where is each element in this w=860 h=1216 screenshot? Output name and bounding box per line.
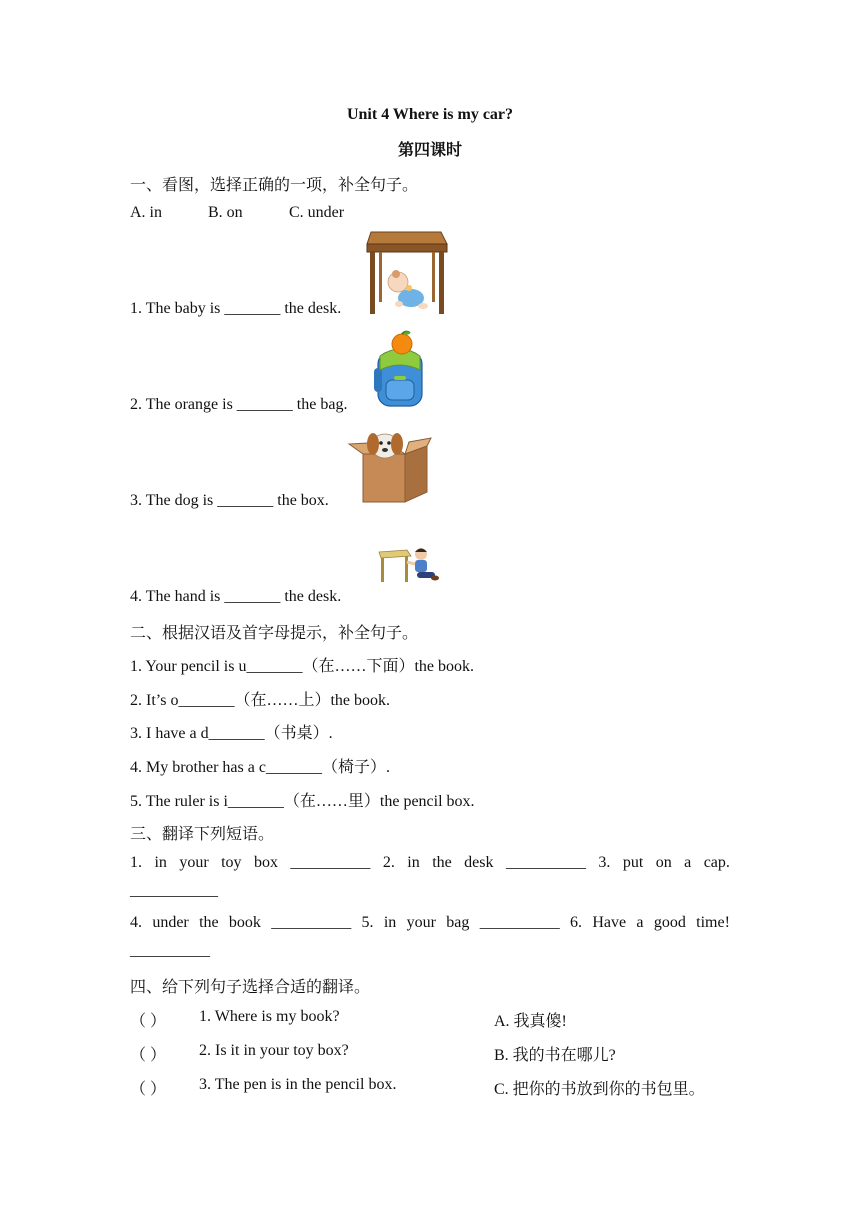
option-a: A. in — [130, 204, 162, 221]
word: 4. — [130, 914, 142, 931]
translation-c: C. 把你的书放到你的书包里。 — [494, 1081, 705, 1098]
word: box — [253, 854, 278, 871]
translation-a: A. 我真傻! — [494, 1013, 567, 1030]
word: in — [407, 854, 420, 871]
answer-blank: __________ — [271, 914, 352, 931]
word: the — [432, 854, 452, 871]
question-1: 1. Where is my book? — [199, 1008, 340, 1025]
word: your — [179, 854, 209, 871]
answer-paren-2: （ ） — [130, 1047, 167, 1064]
section3-heading: 三、翻译下列短语。 — [130, 826, 275, 843]
section2-heading: 二、根据汉语及首字母提示，补全句子。 — [130, 625, 419, 642]
word: 6. — [570, 914, 582, 931]
question-3: 3. The pen is in the pencil box. — [199, 1076, 397, 1093]
orange-on-bag-icon — [370, 330, 430, 410]
baby-under-desk-icon — [365, 230, 449, 316]
word: the — [199, 914, 219, 931]
word: Have — [592, 914, 627, 931]
word: a — [636, 914, 644, 931]
word: bag — [446, 914, 470, 931]
section3-row-1 — [130, 854, 730, 872]
section2-item-2: 2. It’s o_______（在……上）the book. — [130, 692, 390, 709]
word: on — [655, 854, 672, 871]
option-c: C. under — [289, 204, 345, 221]
answer-blank-6: __________ — [130, 942, 210, 959]
word: good — [653, 914, 686, 931]
word: your — [406, 914, 436, 931]
word: in — [154, 854, 167, 871]
answer-blank: __________ — [290, 854, 371, 871]
item1-sentence: 1. The baby is _______ the desk. — [130, 300, 342, 317]
word: time! — [696, 914, 730, 931]
section2-item-1: 1. Your pencil is u_______（在……下面）the book. — [130, 658, 475, 675]
answer-blank-3: ___________ — [130, 882, 218, 899]
answer-blank: __________ — [479, 914, 560, 931]
word: book — [228, 914, 261, 931]
translation-b: B. 我的书在哪儿? — [494, 1047, 616, 1064]
section4-heading: 四、给下列句子选择合适的翻译。 — [130, 979, 371, 996]
section2-item-3: 3. I have a d_______（书桌）. — [130, 725, 333, 742]
section3-row-2 — [130, 914, 730, 932]
item3-sentence: 3. The dog is _______ the box. — [130, 492, 329, 509]
word: toy — [221, 854, 242, 871]
word: in — [383, 914, 397, 931]
item2-sentence: 2. The orange is _______ the bag. — [130, 396, 348, 413]
word: a — [684, 854, 692, 871]
item4-sentence: 4. The hand is _______ the desk. — [130, 588, 342, 605]
lesson-subtitle: 第四课时 — [397, 142, 462, 159]
answer-blank: __________ — [505, 854, 586, 871]
word: 2. — [382, 854, 395, 871]
answer-paren-1: （ ） — [130, 1013, 167, 1030]
section2-item-4: 4. My brother has a c_______（椅子）. — [130, 759, 390, 776]
word: cap. — [703, 854, 730, 871]
option-b: B. on — [208, 204, 243, 221]
word: under — [152, 914, 189, 931]
word: 5. — [361, 914, 374, 931]
hand-under-desk-icon — [377, 546, 439, 584]
word: put — [622, 854, 644, 871]
dog-in-box-icon — [347, 428, 433, 504]
answer-paren-3: （ ） — [130, 1081, 167, 1098]
word: desk — [464, 854, 494, 871]
section1-heading: 一、看图，选择正确的一项，补全句子。 — [130, 177, 419, 194]
word: 1. — [130, 854, 142, 871]
section2-item-5: 5. The ruler is i_______（在……里）the pencil box. — [130, 793, 475, 810]
page-title: Unit 4 Where is my car? — [346, 106, 514, 123]
question-2: 2. Is it in your toy box? — [199, 1042, 349, 1059]
word: 3. — [598, 854, 611, 871]
